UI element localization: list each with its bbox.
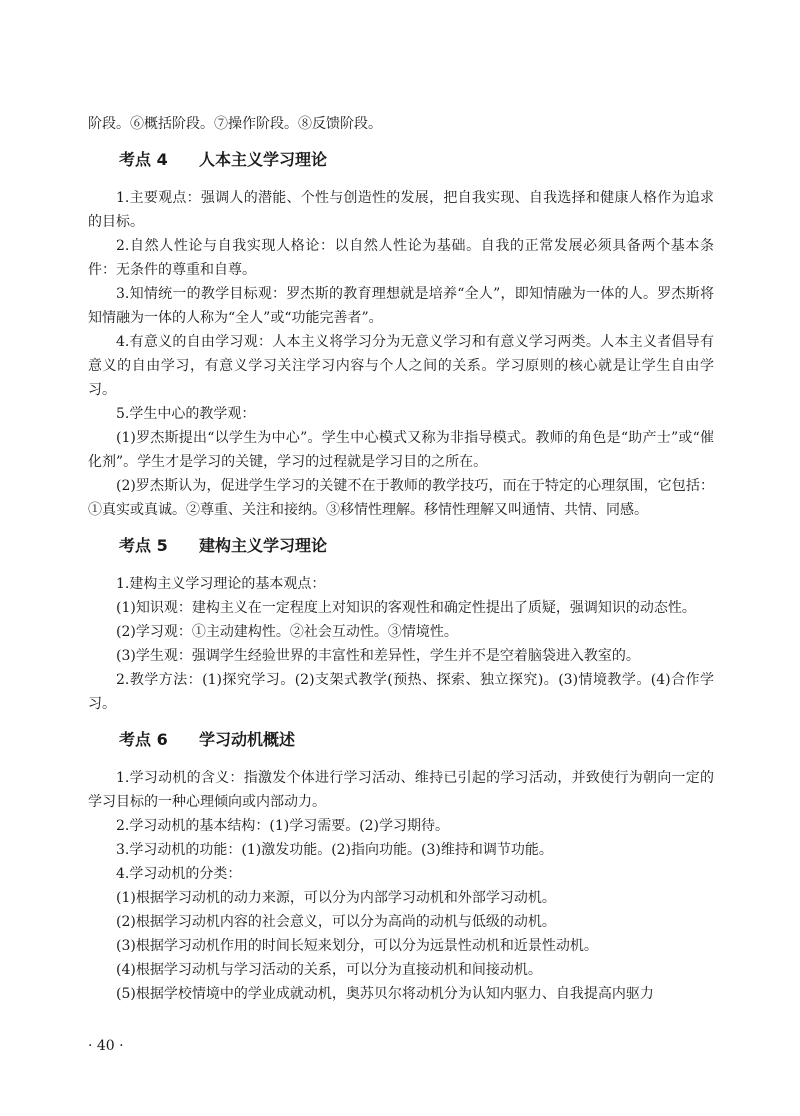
paragraph: (2)根据学习动机内容的社会意义，可以分为高尚的动机与低级的动机。 (116, 914, 556, 930)
section-label: 考点 6 (119, 730, 168, 749)
paragraph: 3.知情统一的教学目标观：罗杰斯的教育理想就是培养“全人”，即知情融为一体的人。罗杰斯将知情融为一体的人称为“全人”或“功能完善者”。 (88, 286, 714, 326)
section-heading-6 (88, 725, 714, 755)
paragraph: (1)罗杰斯提出“以学生为中心”。学生中心模式又称为非指导模式。教师的角色是“助产士”或“催化剂”。学生才是学习的关键，学习的过程就是学习目的之所在。 (88, 430, 714, 470)
paragraph: 2.教学方法：(1)探究学习。(2)支架式教学(预热、探索、独立探究)。(3)情境教学。(4)合作学习。 (88, 672, 714, 712)
paragraph: (1)根据学习动机的动力来源，可以分为内部学习动机和外部学习动机。 (116, 890, 556, 906)
page-body (88, 112, 714, 1006)
paragraph: 5.学生中心的教学观： (116, 406, 256, 422)
section-heading-4 (88, 145, 714, 175)
section-title: 学习动机概述 (199, 730, 296, 749)
paragraph: (5)根据学校情境中的学业成就动机，奥苏贝尔将动机分为认知内驱力、自我提高内驱力 (116, 986, 654, 1002)
paragraph: 2.学习动机的基本结构：(1)学习需要。(2)学习期待。 (116, 818, 450, 834)
paragraph: 1.主要观点：强调人的潜能、个性与创造性的发展，把自我实现、自我选择和健康人格作为追求的目标。 (88, 190, 714, 230)
section-heading-5 (88, 531, 714, 561)
page-number: · 40 · (88, 1038, 124, 1054)
continued-paragraph: 阶段。⑥概括阶段。⑦操作阶段。⑧反馈阶段。 (88, 116, 382, 132)
paragraph: (3)学生观：强调学生经验世界的丰富性和差异性，学生并不是空着脑袋进入教室的。 (116, 648, 640, 664)
paragraph: (2)罗杰斯认为，促进学生学习的关键不在于教师的教学技巧，而在于特定的心理氛围，它包括：①真实或真诚。②尊重、关注和接纳。③移情性理解。移情性理解又叫通情、共情、同感。 (88, 478, 714, 518)
paragraph: 4.学习动机的分类： (116, 866, 242, 882)
section-label: 考点 4 (119, 150, 168, 169)
paragraph: (3)根据学习动机作用的时间长短来划分，可以分为远景性动机和近景性动机。 (116, 938, 598, 954)
section-label: 考点 5 (119, 536, 168, 555)
paragraph: (4)根据学习动机与学习活动的关系，可以分为直接动机和间接动机。 (116, 962, 542, 978)
paragraph: 4.有意义的自由学习观：人本主义将学习分为无意义学习和有意义学习两类。人本主义者倡导有意义的自由学习，有意义学习关注学习内容与个人之间的关系。学习原则的核心就是让学生自由学习。 (88, 334, 714, 398)
paragraph: 1.学习动机的含义：指激发个体进行学习活动、维持已引起的学习活动，并致使行为朝向一定的学习目标的一种心理倾向或内部动力。 (88, 770, 714, 810)
paragraph: (2)学习观：①主动建构性。②社会互动性。③情境性。 (116, 624, 458, 640)
paragraph: 2.自然人性论与自我实现人格论：以自然人性论为基础。自我的正常发展必须具备两个基本条件：无条件的尊重和自尊。 (88, 238, 714, 278)
section-title: 人本主义学习理论 (199, 150, 328, 169)
paragraph: (1)知识观：建构主义在一定程度上对知识的客观性和确定性提出了质疑，强调知识的动态性。 (116, 600, 696, 616)
paragraph: 3.学习动机的功能：(1)激发功能。(2)指向功能。(3)维持和调节功能。 (116, 842, 553, 858)
section-title: 建构主义学习理论 (199, 536, 328, 555)
paragraph: 1.建构主义学习理论的基本观点： (116, 576, 326, 592)
